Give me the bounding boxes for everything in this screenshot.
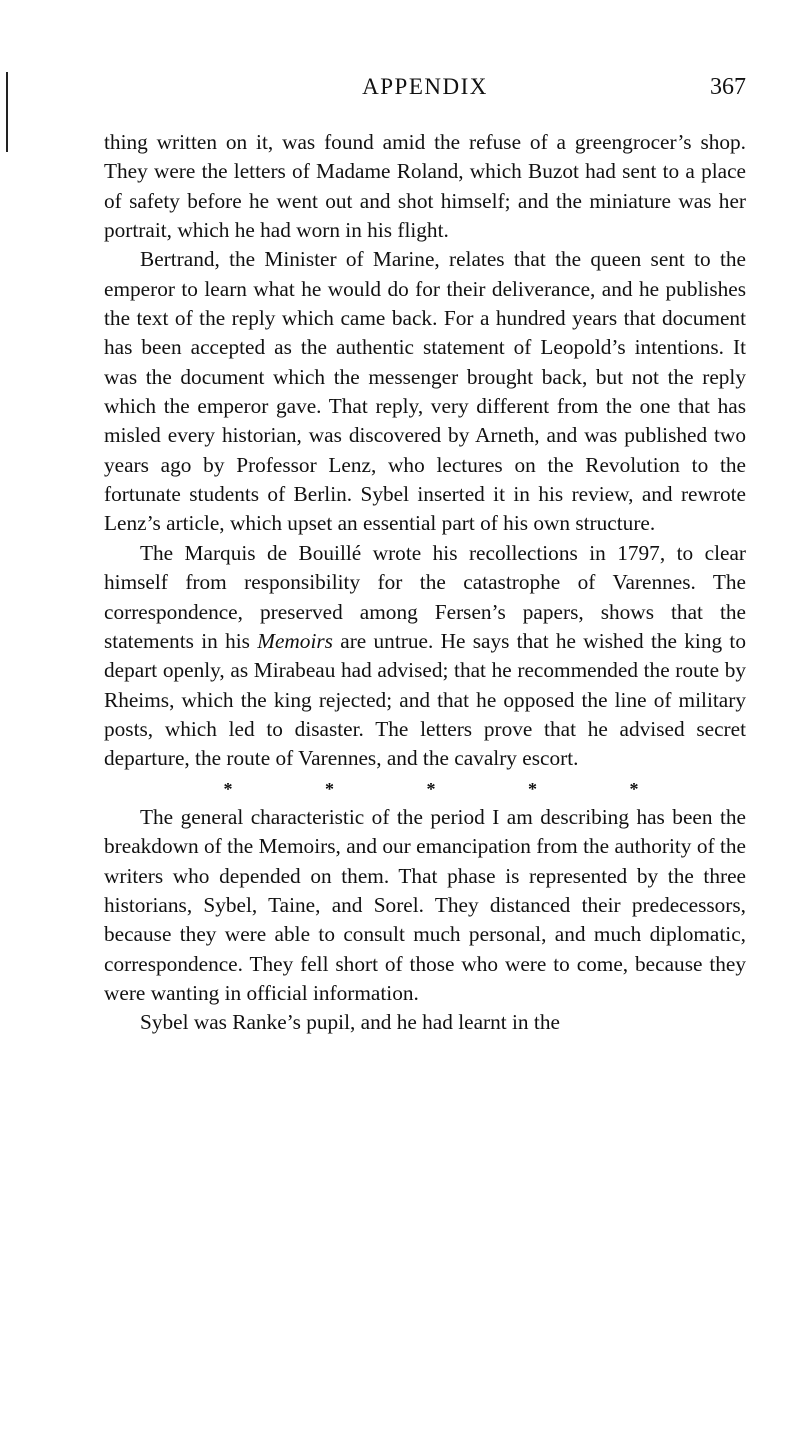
- paragraph-5: Sybel was Ranke’s pupil, and he had learnt in the: [140, 1010, 560, 1035]
- paragraph-3-text-b: are untrue. He says that he wished the king to depart openly, as Mirabeau had advised; that he recommended the route by Rheims, which the king rejected; and that he opposed the line of military posts, which led to disaster. The letters prove that he advised secret departure, the route of Varennes, and the cavalry escort.: [104, 628, 746, 771]
- page-edge-line: [6, 72, 8, 152]
- paragraph-2: Bertrand, the Minister of Marine, relates that the queen sent to the emperor to learn what he would do for their deliverance, and he publishes the text of the reply which came back. For a hundred years that document has been accepted as the authentic statement of Leopold’s intentions. It was the document which the messenger brought back, but not the reply which the emperor gave. That reply, very different from the one that has misled every historian, was discovered by Arneth, and was published two years ago by Professor Lenz, who lectures on the Revolution to the fortunate students of Berlin. Sybel inserted it in his review, and rewrote Lenz’s article, which upset an essential part of his own structure.: [104, 247, 746, 536]
- separator-asterisks: * * * * *: [223, 778, 639, 799]
- section-separator: [104, 774, 746, 803]
- running-head: APPENDIX: [362, 74, 488, 99]
- paragraph-1: thing written on it, was found amid the refuse of a greengrocer’s shop. They were the letters of Madame Roland, which Buzot had sent to a place of safety before he went out and shot himself; and the miniature was her portrait, which he had worn in his flight.: [104, 130, 746, 243]
- memoirs-italic: Memoirs: [257, 628, 333, 653]
- body-text: [104, 128, 746, 1038]
- paragraph-4: The general characteristic of the period I am describing has been the breakdown of the Memoirs, and our emancipation from the authority of the writers who depended on them. That phase is represented by the three historians, Sybel, Taine, and Sorel. They distanced their predecessors, because they were able to consult much personal, and much diplomatic, correspondence. They fell short of those who were to come, because they were wanting in official information.: [104, 804, 746, 1005]
- paragraph-3: [104, 539, 746, 774]
- page-number: 367: [710, 74, 746, 100]
- paragraph-3-text-a: The Marquis de Bouillé wrote his recollections in 1797, to clear himself from responsibility for the catastrophe of Varennes. The correspondence, preserved among Fersen’s papers, shows that the statements in his: [104, 540, 746, 653]
- page-header: [104, 74, 746, 108]
